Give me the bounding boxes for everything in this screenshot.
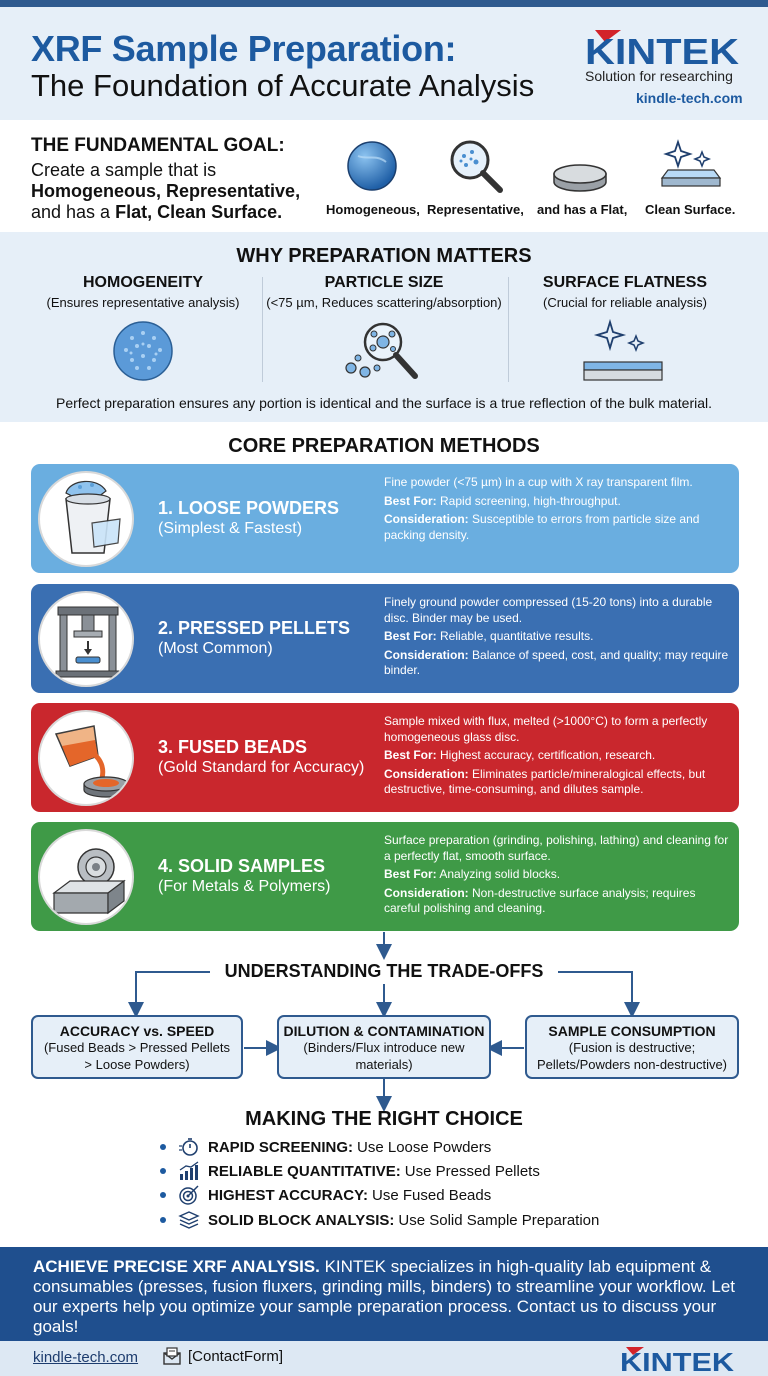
consideration-label: Consideration: [384, 766, 469, 781]
bullet [160, 1192, 166, 1198]
bar-chart-icon [178, 1161, 200, 1181]
best-for-text: Analyzing solid blocks. [439, 867, 561, 881]
method-subtitle: (Most Common) [158, 640, 273, 657]
tradeoff-title: ACCURACY vs. SPEED [59, 1023, 215, 1039]
why-section [0, 232, 768, 422]
method-icon-circle [38, 829, 134, 925]
choice-label: RAPID SCREENING: [208, 1138, 354, 1156]
tradeoff-line1: (Fused Beads > Pressed Pellets [43, 1040, 231, 1055]
mail-icon [162, 1347, 182, 1365]
footer [0, 1341, 768, 1376]
homogeneous-particles-icon [112, 320, 174, 382]
bullet [160, 1144, 166, 1150]
why-col-subtitle: (Ensures representative analysis) [46, 295, 240, 310]
logo-url-link[interactable]: kindle-tech.com [636, 90, 743, 106]
choice-text: Use Solid Sample Preparation [398, 1211, 600, 1229]
core-heading: CORE PREPARATION METHODS [228, 435, 540, 457]
tradeoff-line2: > Loose Powders) [84, 1057, 190, 1072]
cta-body: KINTEK specializes in high-quality lab equipment & consumables (presses, fusion fluxers, grinding mills, binders) to streamline your workflow. Let our experts help you optimize your sample preparation process. Contact us to discuss your goals! [33, 1257, 736, 1336]
layers-icon [178, 1210, 200, 1230]
best-for-label: Best For: [384, 748, 437, 762]
tradeoff-sample-consumption [525, 1015, 739, 1079]
consideration-label: Consideration: [384, 885, 469, 900]
goal-heading: THE FUNDAMENTAL GOAL: [31, 135, 285, 156]
logo-text: KINTEK [585, 31, 739, 68]
tradeoff-line2: Pellets/Powders non-destructive) [536, 1057, 728, 1072]
choice-text: Use Pressed Pellets [404, 1162, 540, 1180]
consideration-text: Balance of speed, cost, and quality; may require binder. [384, 647, 729, 677]
method-icon-circle [38, 710, 134, 806]
contact-form-label: [ContactForm] [188, 1347, 284, 1365]
why-col-subtitle: (Crucial for reliable analysis) [543, 295, 707, 310]
goal-caption-3: and has a Flat, [537, 202, 628, 217]
why-heading: WHY PREPARATION MATTERS [236, 245, 532, 267]
choice-item-reliable-quantitative [160, 1161, 540, 1181]
tradeoffs-heading: UNDERSTANDING THE TRADE-OFFS [224, 961, 544, 981]
why-footer-text: Perfect preparation ensures any portion is identical and the surface is a true reflection of the bulk material. [55, 395, 713, 411]
metal-block-icon [40, 831, 134, 925]
magnifier-icon [448, 138, 504, 194]
choice-item-solid-block [160, 1210, 599, 1230]
target-icon [178, 1185, 200, 1205]
top-accent-bar [0, 0, 768, 7]
method-description: Surface preparation (grinding, polishing, lathing) and cleaning for a perfectly flat, smooth surface. [384, 833, 729, 863]
goal-line3-pre: and has a [31, 202, 116, 222]
kintek-logo [585, 28, 745, 68]
tradeoff-dilution-contamination [277, 1015, 491, 1079]
footer-url-link[interactable]: kindle-tech.com [33, 1349, 139, 1366]
method-description: Fine powder (<75 µm) in a cup with X ray transparent film. [384, 475, 693, 489]
method-card-pressed-pellets [31, 584, 739, 693]
why-col-subtitle: (<75 µm, Reduces scattering/absorption) [266, 295, 502, 310]
why-col-title: PARTICLE SIZE [324, 274, 444, 291]
bullet [160, 1168, 166, 1174]
method-details [384, 595, 734, 682]
goal-line2: Homogeneous, Representative, [31, 181, 301, 201]
tradeoff-line1: (Fusion is destructive; [568, 1040, 696, 1055]
method-details [384, 475, 734, 546]
page-subtitle: The Foundation of Accurate Analysis [31, 68, 535, 103]
cta-text [33, 1257, 743, 1337]
method-icon-circle [38, 471, 134, 567]
stopwatch-icon [178, 1137, 200, 1157]
method-description: Finely ground powder compressed (15-20 tons) into a durable disc. Binder may be used. [384, 595, 713, 625]
footer-kintek-logo [620, 1345, 738, 1373]
method-subtitle: (For Metals & Polymers) [158, 878, 331, 895]
flat-surface-icon [580, 318, 666, 384]
choice-text: Use Fused Beads [372, 1186, 492, 1204]
method-card-solid-samples [31, 822, 739, 931]
goal-caption-1: Homogeneous, [326, 202, 420, 217]
clean-surface-icon [658, 138, 724, 194]
method-subtitle: (Gold Standard for Accuracy) [158, 759, 365, 776]
page-title: XRF Sample Preparation: [31, 28, 457, 69]
method-details [384, 714, 734, 801]
logo-tagline: Solution for researching [585, 68, 733, 84]
method-card-fused-beads [31, 703, 739, 812]
method-subtitle: (Simplest & Fastest) [158, 520, 303, 537]
method-title: 4. SOLID SAMPLES [158, 856, 326, 876]
choice-heading: MAKING THE RIGHT CHOICE [245, 1108, 523, 1130]
cta-banner [0, 1247, 768, 1341]
best-for-label: Best For: [384, 629, 437, 643]
why-col-particle-size [259, 274, 509, 310]
method-description: Sample mixed with flux, melted (>1000°C) to form a perfectly homogeneous glass disc. [384, 714, 708, 744]
best-for-text: Rapid screening, high-throughput. [440, 493, 621, 508]
method-title: 2. PRESSED PELLETS [158, 618, 351, 638]
why-col-homogeneity [18, 274, 268, 310]
why-col-surface-flatness [500, 274, 750, 310]
choice-label: RELIABLE QUANTITATIVE: [208, 1162, 401, 1180]
choice-item-rapid-screening [160, 1137, 491, 1157]
why-col-title: SURFACE FLATNESS [542, 274, 708, 291]
crucible-pour-icon [40, 712, 134, 806]
goal-caption-4: Clean Surface. [645, 202, 736, 217]
consideration-label: Consideration: [384, 512, 469, 526]
contact-form-link[interactable] [162, 1347, 283, 1365]
consideration-text: Non-destructive surface analysis; requires careful polishing and cleaning. [384, 885, 696, 915]
choice-label: SOLID BLOCK ANALYSIS: [208, 1211, 395, 1229]
press-icon [40, 593, 134, 687]
choice-text: Use Loose Powders [357, 1138, 492, 1156]
goal-caption-2: Representative, [427, 202, 524, 217]
choice-item-highest-accuracy [160, 1185, 491, 1205]
method-title: 3. FUSED BEADS [158, 737, 308, 757]
goal-text [31, 160, 300, 223]
goal-line3-bold: Flat, Clean Surface. [115, 202, 283, 222]
powder-cup-icon [40, 473, 134, 567]
best-for-text: Highest accuracy, certification, research. [440, 748, 656, 762]
best-for-text: Reliable, quantitative results. [440, 629, 594, 643]
why-col-title: HOMOGENEITY [82, 274, 203, 291]
cta-bold: ACHIEVE PRECISE XRF ANALYSIS. [33, 1257, 320, 1276]
choice-label: HIGHEST ACCURACY: [208, 1186, 368, 1204]
homogeneous-sphere-icon [346, 140, 398, 192]
consideration-label: Consideration: [384, 647, 469, 662]
tradeoff-title: SAMPLE CONSUMPTION [548, 1023, 716, 1039]
tradeoff-line1: (Binders/Flux introduce new [303, 1040, 465, 1055]
footer-logo-text: KINTEK [620, 1347, 735, 1373]
tradeoff-accuracy-speed [31, 1015, 243, 1079]
goal-line1: Create a sample that is [31, 160, 217, 180]
consideration-text: Eliminates particle/mineralogical effects, but destructive, time-consuming, and dilutes sample. [384, 766, 706, 796]
consideration-text: Susceptible to errors from particle size and packing density. [384, 512, 700, 542]
tradeoff-title: DILUTION & CONTAMINATION [283, 1023, 485, 1039]
best-for-label: Best For: [384, 867, 437, 881]
tradeoff-line2: materials) [355, 1057, 413, 1072]
best-for-label: Best For: [384, 493, 437, 508]
method-card-loose-powders [31, 464, 739, 573]
method-details [384, 833, 734, 920]
method-title: 1. LOOSE POWDERS [158, 498, 340, 518]
bullet [160, 1217, 166, 1223]
goal-section [0, 120, 768, 232]
particle-magnifier-icon [343, 320, 427, 384]
method-icon-circle [38, 591, 134, 687]
flat-disc-icon [552, 160, 608, 194]
